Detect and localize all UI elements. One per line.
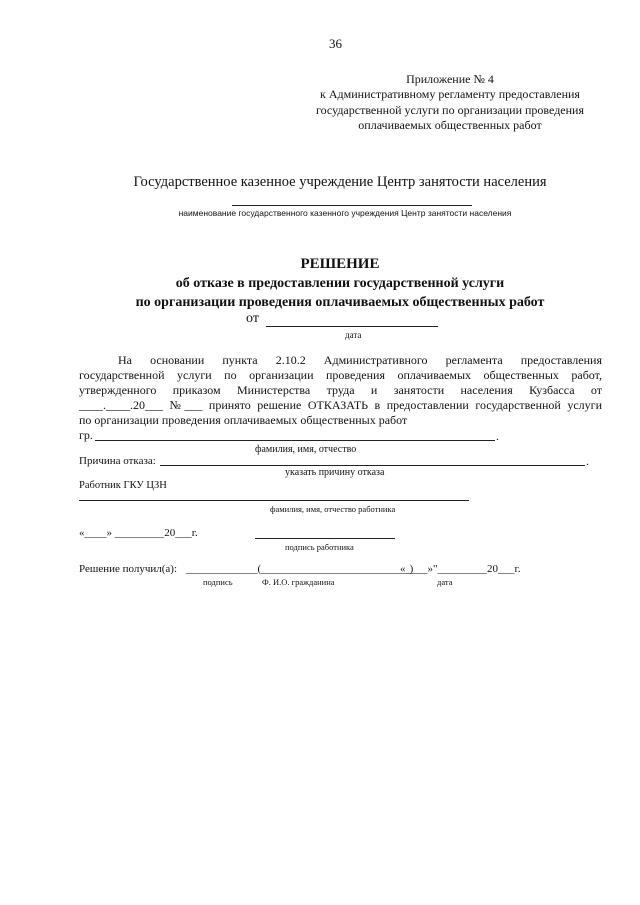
reason-caption: указать причину отказа [285,467,385,478]
citizen-name-line[interactable] [95,440,495,441]
page-number: 36 [329,36,342,51]
appendix-line-3: государственной услуги по организации проведения [315,103,584,117]
appendix-line-2: к Административному регламенту предоставления [320,87,580,101]
received-fio-caption: Ф. И.О. гражданина [262,577,335,587]
received-signature-caption: подпись [203,577,233,587]
received-date-caption: дата [437,577,453,587]
appendix-line-1: Приложение № 4 [406,72,494,86]
appendix-line-4: оплачиваемых общественных работ [358,118,542,132]
reason-line[interactable] [160,465,585,466]
decision-date-caption: дата [345,330,362,340]
citizen-line-end: . [496,429,499,443]
institution-caption: наименование государственного казенного учреждения Центр занятости населения [178,208,512,218]
citizen-caption: фамилия, имя, отчество [255,444,357,455]
decision-title: РЕШЕНИЕ [300,256,380,272]
worker-caption: фамилия, имя, отчество работника [270,504,396,514]
body-line-4: ____.____.20___ №___ принято решение ОТКАЗАТЬ в предоставлении государственной услуги [79,398,602,412]
body-line-3: утвержденного приказом Министерства труда и занятости населения Кузбасса от [79,383,602,397]
worker-date-field[interactable]: «____» _________20___г. [79,527,198,539]
institution-name: Государственное казенное учреждение Центр занятости населения [133,174,547,190]
from-label: от [246,311,259,326]
body-line-5: по организации проведения оплачиваемых общественных работ [79,413,408,427]
institution-underline [232,205,472,206]
worker-name-line[interactable] [79,500,469,501]
body-line-1: На основании пункта 2.10.2 Административного регламента предоставления [118,353,602,367]
worker-signature-caption: подпись работника [285,542,354,552]
worker-signature-line[interactable] [255,538,395,539]
received-label: Решение получил(а): [79,563,178,575]
reason-label: Причина отказа: [79,455,156,467]
decision-subtitle-2: по организации проведения оплачиваемых общественных работ [135,295,545,310]
received-date-field[interactable]: «____»"_________20___г. [400,563,521,575]
citizen-prefix: гр. [79,428,93,442]
decision-subtitle-1: об отказе в предоставлении государственной услуги [175,276,505,291]
body-line-2: государственной услуги по организации проведения оплачиваемых общественных работ, [79,368,602,382]
received-signature-field[interactable]: _____________(___________________________) [186,563,414,575]
decision-date-line[interactable] [266,326,438,327]
worker-label: Работник ГКУ ЦЗН [79,480,167,491]
reason-line-end: . [586,454,589,468]
